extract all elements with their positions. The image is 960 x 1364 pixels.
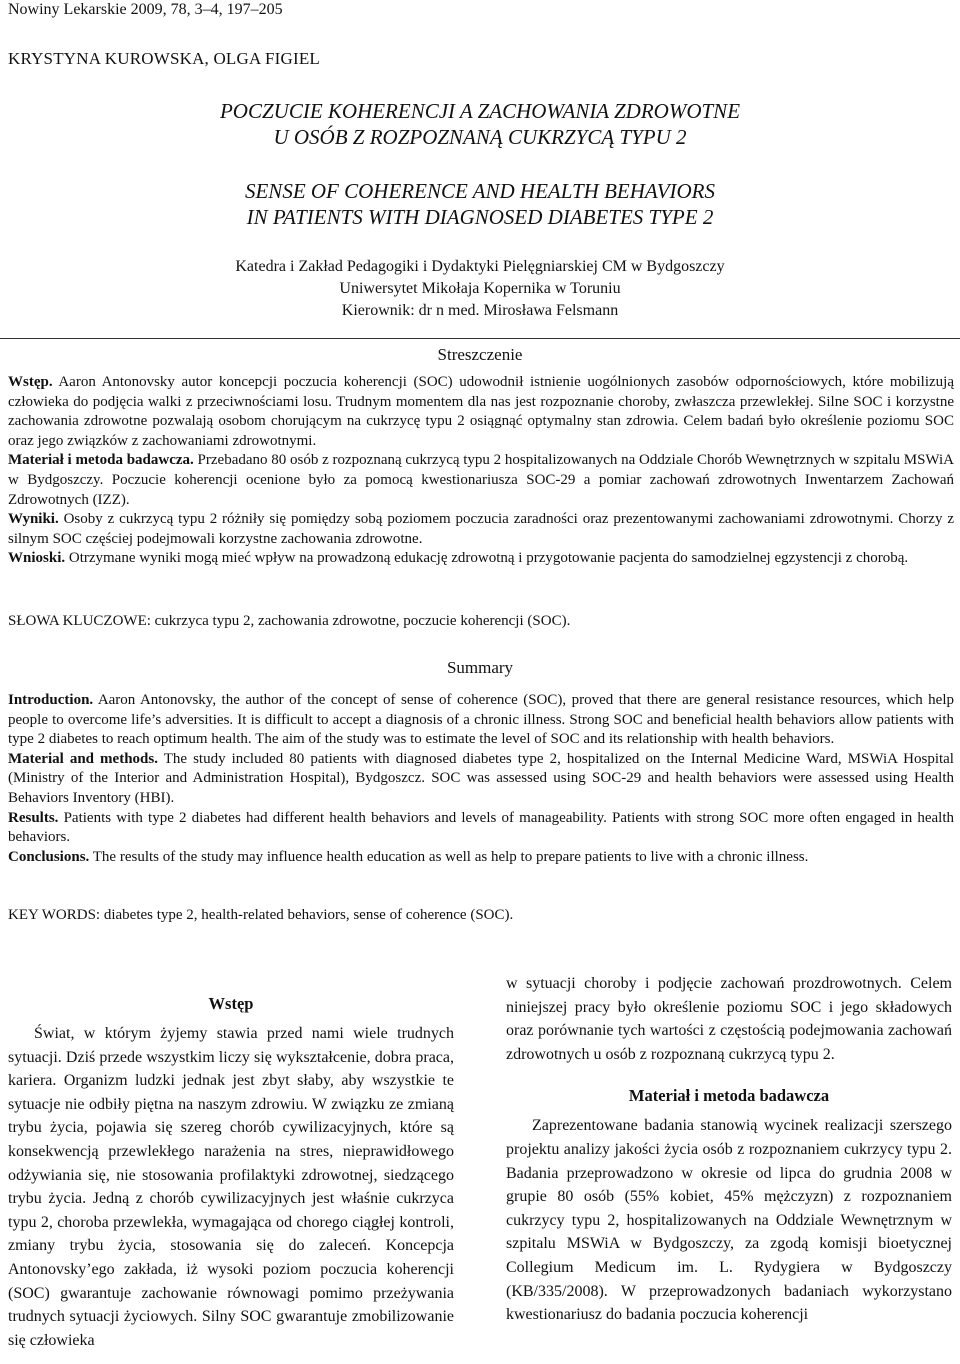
streszczenie-intro-label: Wstęp. — [8, 374, 53, 390]
streszczenie-keywords: SŁOWA KLUCZOWE: cukrzyca typu 2, zachowania zdrowotne, poczucie koherencji (SOC). — [8, 613, 571, 629]
header-divider — [0, 338, 960, 339]
summary-intro — [8, 691, 954, 750]
methods-paragraph: Zaprezentowane badania stanowią wycinek realizacji szerszego projektu analizy jakości życia osób z rozpoznaniem cukrzycy typu 2. Badania przeprowadzono w okresie od lipca do grudnia 2008 w grupie 80 osób (55% kobiet, 45% mężczyzn) z rozpoznaniem cukrzycy typu 2, hospitalizowanych na Oddziale Wewnętrznym w szpitalu MSWiA w Bydgoszczy, za zgodą komisji bioetycznej Collegium Medicum im. L. Rydygiera w Bydgoszczy (KB/335/2008). W przeprowadzonych badaniach wykorzystano kwestionariusz do badania poczucia koherencji — [506, 1117, 952, 1324]
summary-results-text: Patients with type 2 diabetes had different health behaviors and levels of manageability. Patients with strong SOC more often engaged in health behaviors. — [8, 809, 954, 846]
title-polish-line2: U OSÓB Z ROZPOZNANĄ CUKRZYCĄ TYPU 2 — [273, 125, 687, 149]
streszczenie-intro-text: Aaron Antonovsky autor koncepcji poczucia koherencji (SOC) udowodnił istnienie uogólnionych zasobów odpornościowych, które mobilizują człowieka do podjęcia walki z przeciwnościami losu. Trudnym momentem dla nas jest rozpoznanie choroby, zwłaszcza przewlekłej. Silne SOC i korzystne zachowania zdrowotne pozwalają osobom chorującym na cukrzycę typu 2 osiągnąć optymalny stan zdrowia. Celem badań było określenie poziomu SOC oraz jego związków z zachowaniami zdrowotnymi. — [8, 374, 954, 449]
right-intro-paragraph: w sytuacji choroby i podjęcie zachowań prozdrowotnych. Celem niniejszej pracy było określenie poziomu SOC i jego składowych oraz porównanie tych wartości z częstością podejmowania zachowań zdrowotnych u osób z rozpoznaną cukrzycą typu 2. — [506, 975, 952, 1063]
title-polish — [0, 98, 960, 150]
journal-header: Nowiny Lekarskie 2009, 78, 3–4, 197–205 — [8, 1, 283, 18]
streszczenie-results — [8, 510, 954, 549]
wstep-heading: Wstęp — [208, 994, 254, 1013]
title-english-line1: SENSE OF COHERENCE AND HEALTH BEHAVIORS — [244, 179, 716, 203]
streszczenie-methods-label: Materiał i metoda badawcza. — [8, 452, 194, 469]
streszczenie-methods-text: Przebadano 80 osób z rozpoznaną cukrzycą typu 2 hospitalizowanych na Oddziale Chorób Wewnętrznych w szpitalu MSWiA w Bydgoszczy. Poczucie koherencji ocenione było za pomocą kwestionariusza SOC-29 a pomiar zachowań zdrowotnych Inwentarzem Zachowań Zdrowotnych (IZZ). — [8, 452, 954, 508]
streszczenie-results-label: Wyniki. — [8, 511, 59, 528]
title-english-line2: IN PATIENTS WITH DIAGNOSED DIABETES TYPE 2 — [246, 205, 714, 229]
authors: KRYSTYNA KUROWSKA, OLGA FIGIEL — [8, 49, 321, 68]
streszczenie-conclusions — [8, 549, 954, 569]
affiliation-line1: Katedra i Zakład Pedagogiki i Dydaktyki Pielęgniarskiej CM w Bydgoszczy — [235, 258, 725, 275]
summary-methods-text: The study included 80 patients with diagnosed diabetes type 2, hospitalized on the Internal Medicine Ward, MSWiA Hospital (Ministry of the Interior and Administration Hospital), Bydgoszcz. SOC was assessed using SOC-29 and health behaviors were assessed using Health Behaviors Inventory (HBI). — [8, 750, 954, 806]
streszczenie-body — [8, 373, 954, 569]
title-english — [0, 178, 960, 230]
affiliation-line3: Kierownik: dr n med. Mirosława Felsmann — [341, 302, 619, 319]
affiliation-line2: Uniwersytet Mikołaja Kopernika w Toruniu — [339, 280, 621, 297]
wstep-paragraph: Świat, w którym żyjemy stawia przed nami wiele trudnych sytuacji. Dziś przede wszystkim liczy się wykształcenie, dobra praca, kariera. Organizm ludzki jednak jest zbyt słaby, aby wszystkie te sytuacje nie odbiły piętna na naszym zdrowiu. W związku ze zmianą trybu życia, pojawia się szereg chorób cywilizacyjnych, które są konsekwencją przewlekłego narażenia na stres, nieprawidłowego odżywiania się, nie stosowania profilaktyki zdrowotnej, siedzącego trybu życia. Jedną z chorób cywilizacyjnych jest właśnie cukrzyca typu 2, choroba przewlekła, wymagająca od chorego ciągłej kontroli, zmiany trybu życia, stosowania się do zaleceń. Koncepcja Antonovsky’ego zakłada, iż wysoki poziom poczucia koherencji (SOC) gwarantuje zachowanie równowagi pomimo przeżywania trudnych sytuacji życiowych. Silny SOC gwarantuje zmobilizowanie się człowieka — [8, 1025, 454, 1349]
streszczenie-methods — [8, 451, 954, 510]
summary-conclusions-label: Conclusions. — [8, 848, 90, 865]
summary-intro-text: Aaron Antonovsky, the author of the concept of sense of coherence (SOC), proved that there are general resistance resources, which help people to overcome life’s adversities. It is difficult to accept a diagnosis of a chronic illness. Strong SOC and beneficial health behaviors allow patients with type 2 diabetes to reach optimum health. The aim of the study was to estimate the level of SOC and its relationship with health behaviors. — [8, 692, 954, 748]
streszczenie-conclusions-text: Otrzymane wyniki mogą mieć wpływ na prowadzoną edukację zdrowotną i przygotowanie pacjenta do samodzielnej egzystencji z chorobą. — [65, 550, 909, 567]
streszczenie-heading: Streszczenie — [437, 345, 523, 364]
affiliation — [0, 256, 960, 322]
summary-conclusions — [8, 848, 954, 868]
left-column — [8, 992, 454, 1352]
summary-methods-label: Material and methods. — [8, 750, 158, 767]
summary-intro-label: Introduction. — [8, 692, 94, 708]
streszczenie-intro — [8, 373, 954, 451]
summary-methods — [8, 750, 954, 809]
summary-conclusions-text: The results of the study may influence health education as well as help to prepare patients to live with a chronic illness. — [89, 848, 809, 865]
summary-heading: Summary — [446, 658, 514, 677]
summary-keywords: KEY WORDS: diabetes type 2, health-related behaviors, sense of coherence (SOC). — [8, 907, 514, 923]
summary-body — [8, 691, 954, 867]
methods-heading: Materiał i metoda badawcza — [628, 1086, 830, 1106]
right-column — [506, 972, 952, 1327]
summary-results — [8, 809, 954, 848]
streszczenie-results-text: Osoby z cukrzycą typu 2 różniły się pomiędzy sobą poziomem poczucia zaradności oraz prezentowanymi zachowaniami zdrowotnymi. Chorzy z silnym SOC częściej podejmowali korzystne zachowania zdrowotne. — [8, 511, 954, 547]
title-polish-line1: POCZUCIE KOHERENCJI A ZACHOWANIA ZDROWOTNE — [219, 99, 741, 123]
summary-results-label: Results. — [8, 809, 59, 826]
streszczenie-conclusions-label: Wnioski. — [8, 550, 66, 567]
